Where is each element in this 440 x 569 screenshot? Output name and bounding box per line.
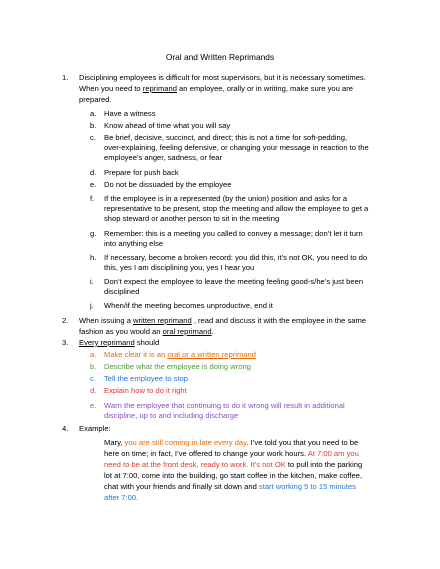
example-line-4: lot at 7:00, come into the building, go start coffee in the kitchen, make coffee,: [104, 471, 363, 480]
section-1-line-3: prepared.: [79, 95, 112, 104]
s1-item-text: When/if the meeting becomes unproductive, end it: [104, 301, 273, 310]
s1-item-marker: e.: [90, 180, 97, 189]
s1-item-marker: i.: [90, 277, 94, 286]
s1-item-text: disciplined: [104, 287, 140, 296]
s3-item-b: Describe what the employee is doing wrong: [104, 362, 251, 371]
example-line-1: Mary, you are still coming in late every day. I’ve told you that you need to be: [104, 438, 359, 447]
s3-item-c-marker: c.: [90, 374, 96, 383]
s1-item-marker: g.: [90, 229, 97, 238]
section-3-line-1: Every reprimand should: [79, 338, 160, 347]
section-2-number: 2.: [62, 316, 69, 325]
s1-item-text: Have a witness: [104, 109, 156, 118]
s1-item-marker: c.: [90, 133, 96, 142]
section-4-number: 4.: [62, 424, 69, 433]
s1-item-marker: d.: [90, 168, 97, 177]
term-oral-or-written: oral or a written reprimand: [167, 350, 256, 359]
s1-item-text: representative to be present, stop the meeting and allow the employee to get a: [104, 204, 369, 213]
s3-item-e-marker: e.: [90, 401, 97, 410]
example-line-5: chat with your friends and finally sit down and start working 5 to 15 minutes: [104, 482, 356, 491]
s1-item-marker: h.: [90, 253, 97, 262]
s1-item-text: If necessary, become a broken record: you did this, it’s not OK, you need to do: [104, 253, 368, 262]
section-1-line-1: Disciplining employees is difficult for most supervisors, but it is necessary sometimes.: [79, 73, 366, 82]
s3-item-c: Tell the employee to stop: [104, 374, 189, 383]
s1-item-text: Don’t expect the employee to leave the meeting feeling good-s/he’s just been: [104, 277, 364, 286]
s3-item-d-marker: d.: [90, 386, 97, 395]
s1-item-marker: b.: [90, 121, 97, 130]
s1-item-text: Be brief, decisive, succinct, and direct; this is not a time for soft-pedding,: [104, 133, 348, 142]
s1-item-text: If the employee is in a represented (by the union) position and asks for a: [104, 194, 348, 203]
example-line-6: after 7:00.: [104, 493, 139, 502]
section-1-number: 1.: [62, 73, 69, 82]
term-oral-reprimand: oral reprimand: [162, 327, 212, 336]
term-every-reprimand: Every reprimand: [79, 338, 135, 347]
term-written-reprimand: written reprimand: [133, 316, 192, 325]
s1-item-marker: f.: [90, 194, 95, 203]
s1-item-text: into anything else: [104, 239, 164, 248]
s1-item-marker: a.: [90, 109, 97, 118]
s1-item-text: employee’s anger, sadness, or fear: [104, 153, 223, 162]
s3-item-b-marker: b.: [90, 362, 97, 371]
s3-item-a: Make clear it is an oral or a written reprimand: [104, 350, 256, 359]
s1-item-text: over-explaining, feeling defensive, or changing your message in reaction to the: [104, 143, 369, 152]
s3-item-e-line-1: Warn the employee that continuing to do it wrong will result in additional: [104, 401, 345, 410]
section-2-line-2: fashion as you would an oral reprimand.: [79, 327, 214, 336]
term-reprimand: reprimand: [142, 84, 177, 93]
s3-item-d: Explain how to do it right: [104, 386, 187, 395]
s3-item-a-marker: a.: [90, 350, 97, 359]
section-4-label: Example:: [79, 424, 111, 433]
section-1-line-2: When you need to reprimand an employee, orally or in writing, make sure you are: [79, 84, 353, 93]
s1-item-marker: j.: [90, 301, 94, 310]
section-3-number: 3.: [62, 338, 69, 347]
section-2-line-1: When issuing a written reprimand , read and discuss it with the employee in the same: [79, 316, 367, 325]
s1-item-text: Remember: this is a meeting you called to convey a message; don’t let it turn: [104, 229, 363, 238]
document-title: Oral and Written Reprimands: [165, 52, 275, 62]
s1-item-text: shop steward or another person to sit in the meeting: [104, 214, 280, 223]
s3-item-e-line-2: discipline, up to and including discharge: [104, 411, 239, 420]
s1-item-text: Know ahead of time what you will say: [104, 121, 231, 130]
example-line-3: need to be at the front desk, ready to work. It’s not OK to pull into the parking: [104, 460, 363, 469]
s1-item-text: Do not be dissuaded by the employee: [104, 180, 232, 189]
example-line-2: here on time; in fact, I’ve offered to change your work hours. At 7:00 am you: [104, 449, 359, 458]
s1-item-text: Prepare for push back: [104, 168, 179, 177]
s1-item-text: this, yes I am disciplining you, yes I hear you: [104, 263, 255, 272]
